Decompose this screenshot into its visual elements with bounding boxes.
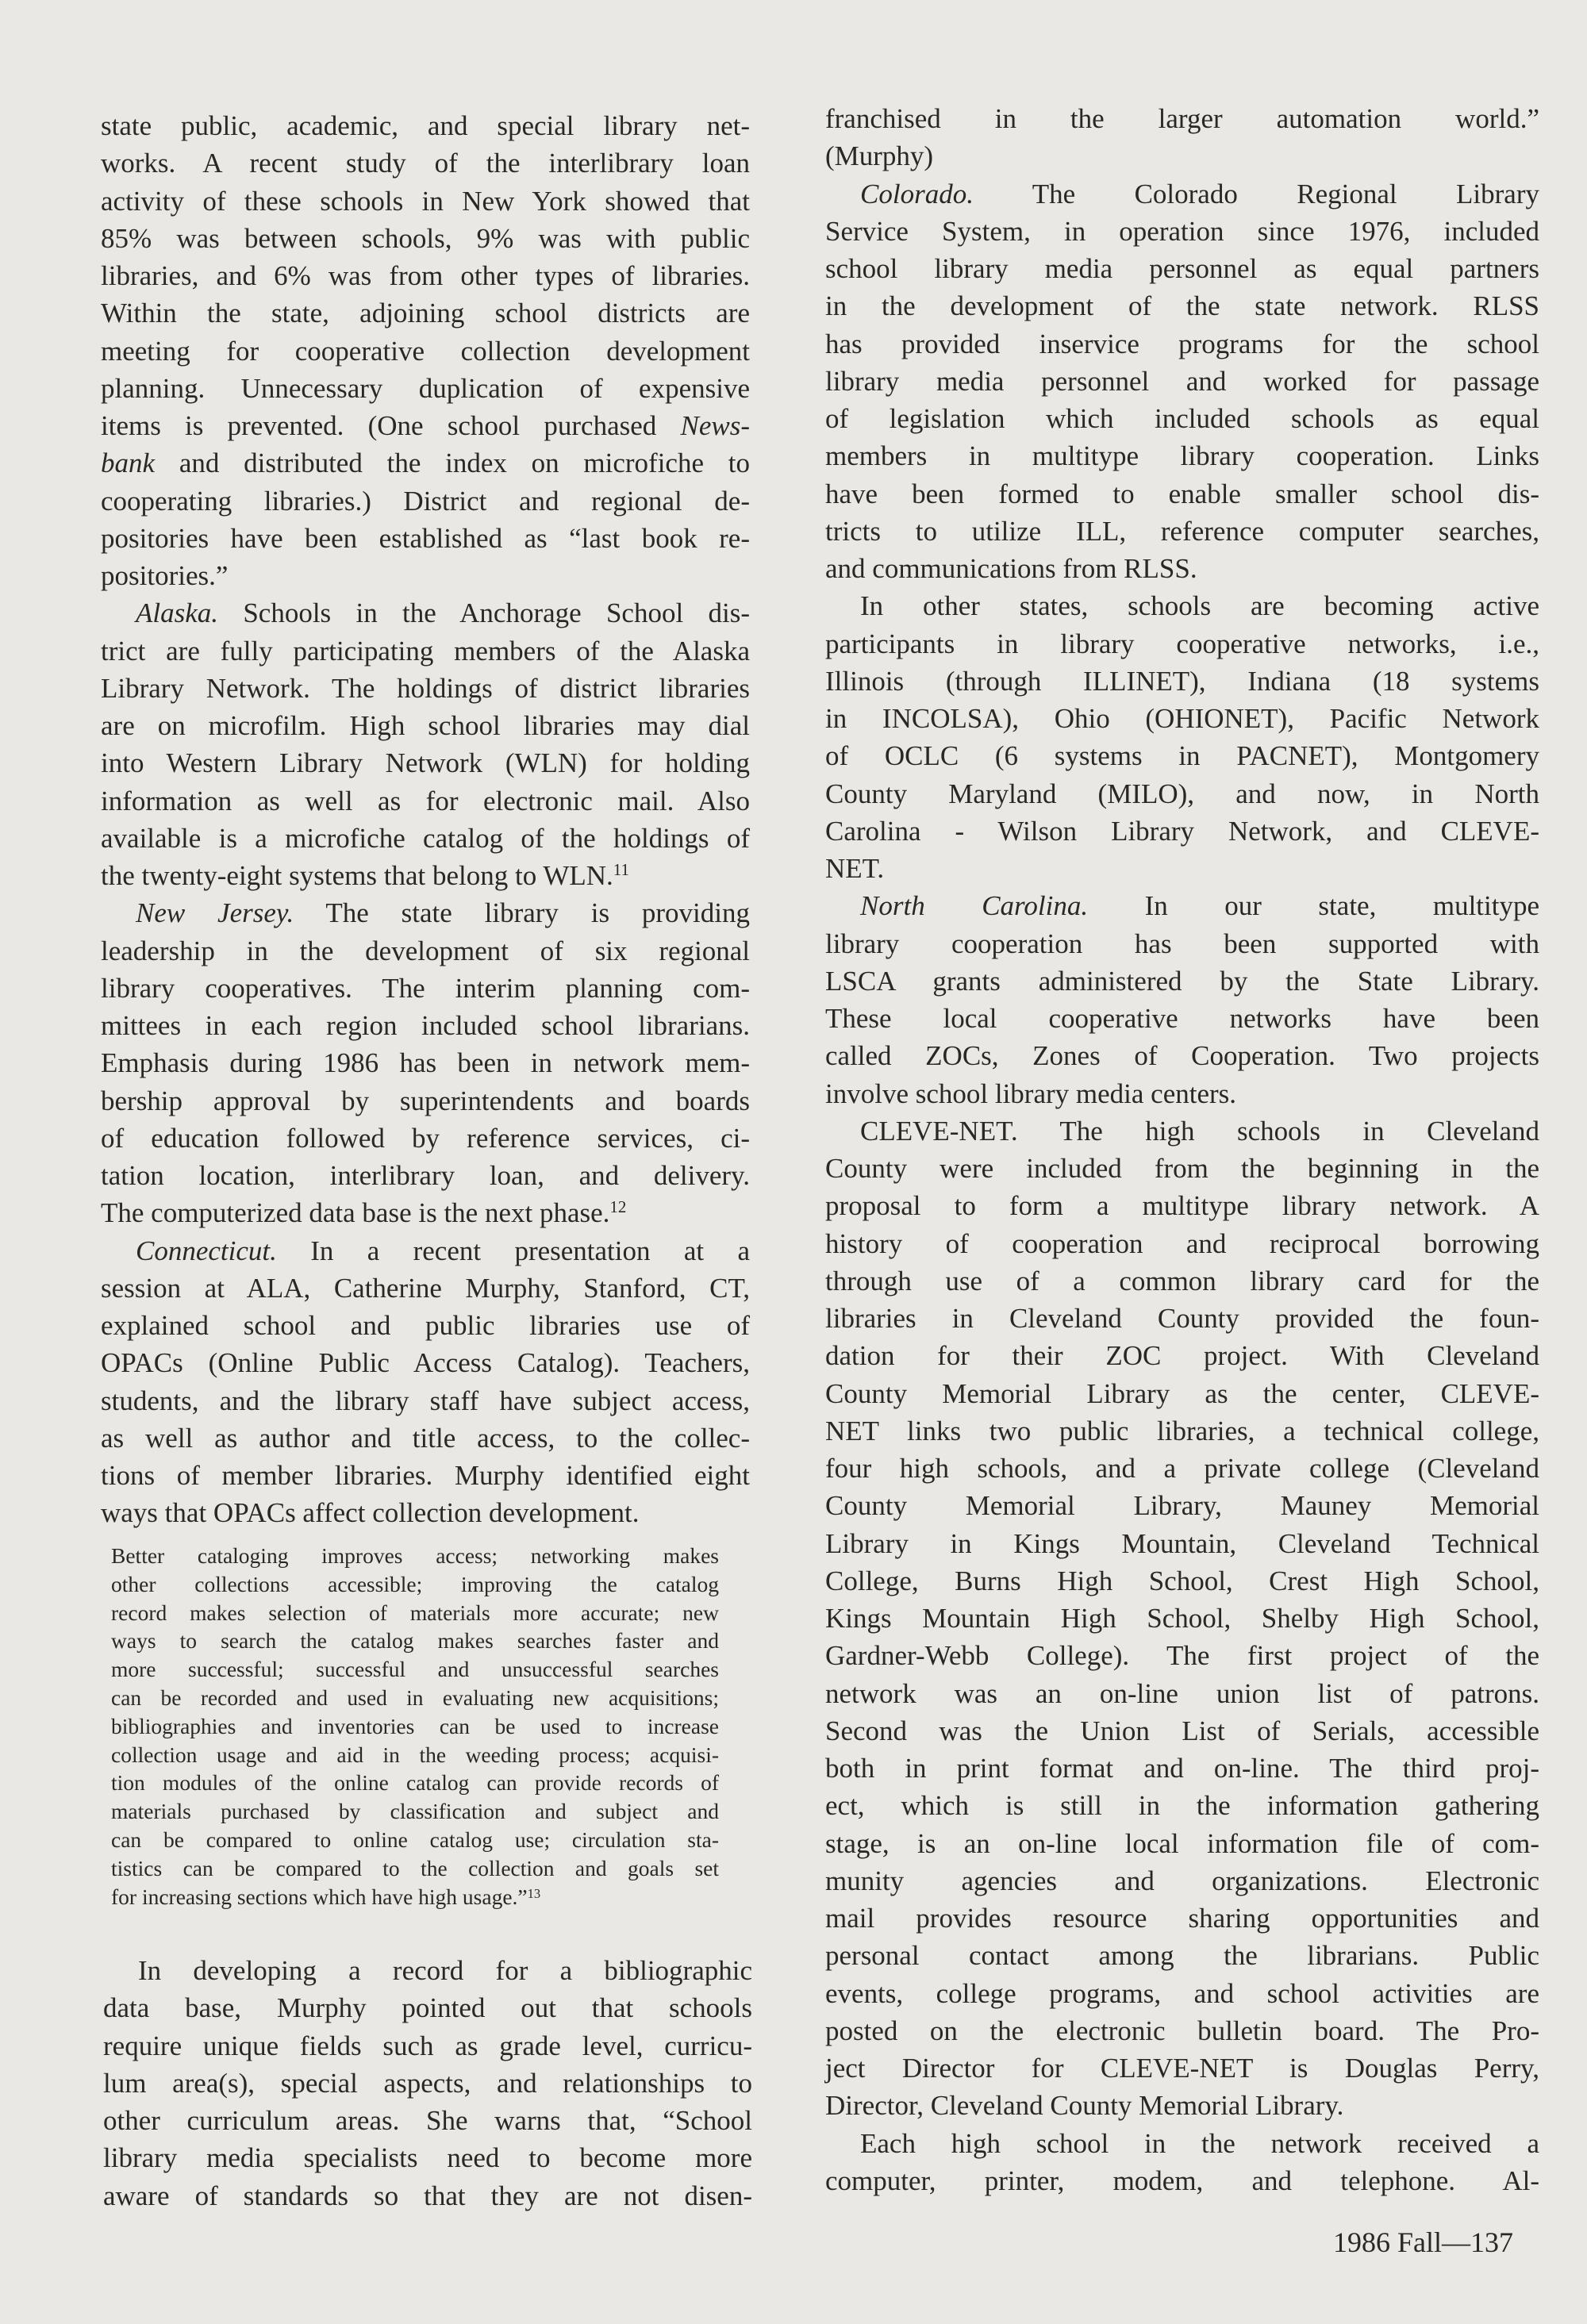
- text-line: [825, 1300, 1539, 1337]
- text-span: posted on the electronic bulletin board. The Pro-: [825, 2015, 1539, 2046]
- text-line: [825, 812, 1539, 850]
- text-line: [101, 1082, 750, 1120]
- text-span: The state library is providing: [294, 897, 750, 929]
- italic-heading: North Carolina.: [860, 890, 1089, 922]
- text-span: Director, Cleveland County Memorial Library.: [825, 2090, 1344, 2122]
- text-line: [825, 1525, 1539, 1562]
- text-line: [825, 1187, 1539, 1224]
- text-span: ways to search the catalog makes searches faster and: [111, 1628, 719, 1654]
- text-span: session at ALA, Catherine Murphy, Stanford, CT,: [101, 1272, 750, 1304]
- text-span: require unique fields such as grade level, curricu-: [103, 2030, 752, 2061]
- paragraph: [101, 107, 750, 594]
- text-span: ect, which is still in the information gathering: [825, 1790, 1539, 1822]
- text-span: Gardner-Webb College). The first project of the: [825, 1640, 1539, 1672]
- text-span: meeting for cooperative collection development: [101, 335, 750, 367]
- text-line: [101, 670, 750, 707]
- text-line: [825, 850, 1539, 887]
- text-span: libraries in Cleveland County provided the foun-: [825, 1303, 1539, 1334]
- text-line: [825, 1450, 1539, 1487]
- text-line: [825, 625, 1539, 663]
- text-line: [111, 1769, 719, 1797]
- text-line: [825, 250, 1539, 287]
- text-span: In our state, multitype: [1088, 890, 1539, 922]
- text-span: mittees in each region included school librarians.: [101, 1010, 750, 1041]
- text-span: (Murphy): [825, 140, 934, 172]
- text-span: in the development of the state network. RLSS: [825, 290, 1539, 322]
- left-column-body: [101, 107, 750, 1532]
- text-span: tistics can be compared to the collection and goals set: [111, 1855, 719, 1880]
- text-line: [101, 407, 750, 444]
- text-line: [101, 444, 750, 482]
- italic-heading: Alaska.: [136, 597, 219, 629]
- text-line: [101, 1232, 750, 1270]
- text-line: [825, 1712, 1539, 1750]
- text-line: [825, 887, 1539, 924]
- text-span: College, Burns High School, Crest High School,: [825, 1565, 1539, 1596]
- text-line: [825, 587, 1539, 624]
- text-line: [825, 1112, 1539, 1150]
- text-line: [825, 2162, 1539, 2199]
- text-span: Within the state, adjoining school districts are: [101, 298, 750, 329]
- text-span: Second was the Union List of Serials, accessible: [825, 1715, 1539, 1746]
- text-span: Library Network. The holdings of district libraries: [101, 672, 750, 704]
- text-line: [825, 737, 1539, 774]
- text-line: [101, 144, 750, 182]
- text-span: for increasing sections which have high usage.”: [111, 1884, 528, 1909]
- text-span: the twenty-eight systems that belong to WLN.: [101, 860, 613, 891]
- text-line: [101, 707, 750, 744]
- text-line: [825, 962, 1539, 1000]
- text-span: information as well as for electronic mail. Also: [101, 785, 750, 816]
- text-span: tion modules of the online catalog can provide records of: [111, 1770, 719, 1796]
- text-span: ject Director for CLEVE-NET is Douglas Perry,: [825, 2053, 1539, 2084]
- text-line: [111, 1627, 719, 1655]
- text-span: munity agencies and organizations. Electronic: [825, 1865, 1539, 1896]
- text-span: through use of a common library card for the: [825, 1265, 1539, 1296]
- text-line: [111, 1826, 719, 1854]
- text-span: aware of standards so that they are not disen-: [103, 2180, 752, 2211]
- text-line: [101, 1270, 750, 1307]
- text-line: [101, 220, 750, 257]
- text-line: [101, 1494, 750, 1531]
- text-span: has provided inservice programs for the school: [825, 328, 1539, 359]
- text-line: [825, 363, 1539, 400]
- text-line: [101, 932, 750, 970]
- text-span: called ZOCs, Zones of Cooperation. Two projects: [825, 1040, 1539, 1072]
- text-line: [101, 1120, 750, 1157]
- text-line: [103, 2102, 752, 2139]
- text-line: [101, 1157, 750, 1194]
- footnote-ref: 13: [527, 1885, 541, 1901]
- text-span: tation location, interlibrary loan, and delivery.: [101, 1160, 750, 1191]
- text-span: state public, academic, and special library net-: [101, 110, 750, 141]
- text-line: [825, 1375, 1539, 1412]
- text-line: [101, 482, 750, 520]
- paragraph: [825, 175, 1539, 588]
- text-span: materials purchased by classification and subject and: [111, 1799, 719, 1824]
- text-line: [111, 1797, 719, 1826]
- text-span: positories.”: [101, 560, 229, 591]
- text-span: Each high school in the network received a: [860, 2127, 1539, 2159]
- text-line: [111, 1854, 719, 1883]
- text-span: data base, Murphy pointed out that schools: [103, 1992, 752, 2024]
- text-line: [101, 332, 750, 370]
- text-span: leadership in the development of six regional: [101, 935, 750, 966]
- text-line: [825, 2049, 1539, 2087]
- text-line: [825, 1000, 1539, 1037]
- text-line: [825, 175, 1539, 213]
- text-span: library cooperation has been supported with: [825, 928, 1539, 959]
- text-line: [101, 1307, 750, 1344]
- text-span: mail provides resource sharing opportunities and: [825, 1903, 1539, 1934]
- text-line: [825, 137, 1539, 175]
- text-span: LSCA grants administered by the State Library.: [825, 965, 1539, 997]
- text-line: [825, 1412, 1539, 1450]
- text-span: both in print format and on-line. The third proj-: [825, 1753, 1539, 1784]
- text-span: NET.: [825, 853, 885, 884]
- text-line: [825, 775, 1539, 812]
- text-span: franchised in the larger automation world.”: [825, 103, 1539, 134]
- text-line: [101, 970, 750, 1007]
- text-span: Service System, in operation since 1976, included: [825, 215, 1539, 247]
- text-span: can be recorded and used in evaluating new acquisitions;: [111, 1684, 719, 1710]
- text-line: [825, 1825, 1539, 1862]
- paragraph: [825, 887, 1539, 1112]
- text-span: personal contact among the librarians. Public: [825, 1940, 1539, 1972]
- text-line: [825, 1337, 1539, 1374]
- text-line: [825, 1637, 1539, 1674]
- text-span: can be compared to online catalog use; circulation sta-: [111, 1827, 719, 1852]
- text-line: [111, 1655, 719, 1684]
- text-span: trict are fully participating members of the Alaska: [101, 635, 750, 666]
- text-line: [103, 2027, 752, 2065]
- text-span: County were included from the beginning in the: [825, 1153, 1539, 1184]
- text-line: [101, 1382, 750, 1419]
- text-line: [825, 1600, 1539, 1637]
- text-line: [101, 370, 750, 407]
- italic-heading: bank: [101, 448, 156, 479]
- block-quote: [111, 1542, 719, 1911]
- text-line: [825, 1262, 1539, 1300]
- italic-heading: New Jersey.: [136, 897, 294, 929]
- text-span: Carolina - Wilson Library Network, and CLEVE-: [825, 815, 1539, 847]
- text-line: [825, 663, 1539, 700]
- text-span: dation for their ZOC project. With Cleveland: [825, 1340, 1539, 1372]
- text-span: tricts to utilize ILL, reference computer searches,: [825, 515, 1539, 547]
- text-line: [101, 520, 750, 557]
- text-line: [825, 1862, 1539, 1900]
- text-span: in INCOLSA), Ohio (OHIONET), Pacific Network: [825, 703, 1539, 734]
- text-line: [101, 594, 750, 632]
- text-line: [825, 2012, 1539, 2049]
- text-line: [101, 1007, 750, 1044]
- paragraph: [101, 894, 750, 1231]
- text-line: [101, 294, 750, 332]
- text-line: [103, 2065, 752, 2102]
- text-span: of OCLC (6 systems in PACNET), Montgomery: [825, 740, 1539, 772]
- text-span: are on microfilm. High school libraries may dial: [101, 710, 750, 741]
- italic-heading: News-: [680, 410, 750, 441]
- text-span: CLEVE-NET. The high schools in Cleveland: [860, 1115, 1539, 1147]
- text-line: [101, 182, 750, 220]
- text-span: NET links two public libraries, a technical college,: [825, 1415, 1539, 1446]
- text-line: [111, 1570, 719, 1599]
- text-span: 85% was between schools, 9% was with public: [101, 222, 750, 254]
- text-span: have been formed to enable smaller school dis-: [825, 478, 1539, 509]
- text-line: [825, 1900, 1539, 1937]
- text-line: [825, 475, 1539, 513]
- text-span: Schools in the Anchorage School dis-: [218, 597, 750, 629]
- text-span: other curriculum areas. She warns that, “School: [103, 2105, 752, 2136]
- paragraph: [825, 100, 1539, 175]
- italic-heading: Connecticut.: [136, 1235, 277, 1266]
- text-line: [101, 1194, 750, 1231]
- text-line: [825, 2087, 1539, 2124]
- text-line: [825, 925, 1539, 962]
- text-span: Emphasis during 1986 has been in network mem-: [101, 1047, 750, 1079]
- text-span: positories have been established as “last book re-: [101, 522, 750, 554]
- text-line: [111, 1542, 719, 1570]
- text-line: [111, 1883, 719, 1911]
- text-span: Illinois (through ILLINET), Indiana (18 systems: [825, 665, 1539, 697]
- footnote-ref: 11: [613, 860, 630, 879]
- text-span: library cooperatives. The interim planning com-: [101, 972, 750, 1004]
- text-line: [825, 1150, 1539, 1187]
- text-line: [101, 257, 750, 294]
- text-line: [825, 1075, 1539, 1112]
- paragraph: [825, 2125, 1539, 2200]
- text-line: [825, 1225, 1539, 1262]
- text-line: [101, 632, 750, 670]
- paragraph: [825, 1112, 1539, 2125]
- text-line: [101, 1044, 750, 1081]
- text-span: and communications from RLSS.: [825, 553, 1197, 584]
- text-line: [111, 1599, 719, 1627]
- text-span: libraries, and 6% was from other types of libraries.: [101, 260, 750, 291]
- left-column-closing-paragraph: [103, 1952, 752, 2215]
- text-span: ways that OPACs affect collection development.: [101, 1497, 640, 1529]
- text-line: [825, 1975, 1539, 2012]
- text-line: [825, 2125, 1539, 2162]
- text-span: activity of these schools in New York showed that: [101, 185, 750, 217]
- text-line: [103, 1989, 752, 2026]
- text-span: other collections accessible; improving the catalog: [111, 1571, 719, 1596]
- text-span: participants in library cooperative networks, i.e.,: [825, 628, 1539, 659]
- text-span: history of cooperation and reciprocal borrowing: [825, 1227, 1539, 1259]
- text-span: These local cooperative networks have been: [825, 1003, 1539, 1034]
- text-line: [825, 437, 1539, 474]
- text-line: [825, 1750, 1539, 1787]
- text-line: [101, 557, 750, 594]
- text-line: [825, 325, 1539, 363]
- text-span: library media specialists need to become more: [103, 2142, 752, 2174]
- text-span: four high schools, and a private college (Cleveland: [825, 1453, 1539, 1484]
- text-span: County Memorial Library as the center, CLEVE-: [825, 1377, 1539, 1409]
- text-line: [101, 107, 750, 144]
- text-span: tions of member libraries. Murphy identified eight: [101, 1460, 750, 1491]
- text-span: In a recent presentation at a: [276, 1235, 750, 1266]
- text-line: [101, 894, 750, 932]
- text-span: cooperating libraries.) District and regional de-: [101, 485, 750, 517]
- text-span: events, college programs, and school activities are: [825, 1977, 1539, 2009]
- text-line: [825, 1937, 1539, 1974]
- text-line: [825, 213, 1539, 250]
- paragraph: [101, 1232, 750, 1532]
- text-span: In developing a record for a bibliographic: [138, 1955, 752, 1986]
- text-line: [101, 857, 750, 894]
- text-line: [111, 1712, 719, 1741]
- text-span: involve school library media centers.: [825, 1077, 1237, 1109]
- text-span: proposal to form a multitype library network. A: [825, 1190, 1539, 1222]
- text-span: County Maryland (MILO), and now, in North: [825, 778, 1539, 809]
- text-line: [101, 1344, 750, 1381]
- text-line: [825, 100, 1539, 137]
- page-footer-folio: 1986 Fall—137: [1333, 2226, 1514, 2258]
- paragraph: [111, 1542, 719, 1911]
- text-line: [825, 1562, 1539, 1600]
- text-span: and distributed the index on microfiche to: [155, 448, 750, 479]
- text-span: library media personnel and worked for passage: [825, 365, 1539, 397]
- text-line: [101, 1419, 750, 1457]
- text-span: into Western Library Network (WLN) for holding: [101, 747, 750, 779]
- text-span: lum area(s), special aspects, and relationships to: [103, 2067, 752, 2099]
- text-line: [101, 744, 750, 782]
- text-span: as well as author and title access, to the collec-: [101, 1422, 750, 1454]
- text-span: County Memorial Library, Mauney Memorial: [825, 1490, 1539, 1522]
- text-line: [111, 1684, 719, 1712]
- text-line: [101, 1457, 750, 1494]
- text-line: [825, 1037, 1539, 1074]
- text-span: bership approval by superintendents and boards: [101, 1085, 750, 1116]
- text-span: members in multitype library cooperation. Links: [825, 440, 1539, 472]
- text-line: [111, 1741, 719, 1769]
- text-line: [825, 287, 1539, 325]
- text-span: school library media personnel as equal partners: [825, 253, 1539, 284]
- text-line: [825, 700, 1539, 737]
- text-span: works. A recent study of the interlibrary loan: [101, 148, 750, 179]
- right-column-body: [825, 100, 1539, 2199]
- text-span: collection usage and aid in the weeding process; acquisi-: [111, 1742, 719, 1767]
- text-line: [825, 1487, 1539, 1524]
- text-line: [825, 550, 1539, 587]
- footnote-ref: 12: [609, 1197, 627, 1217]
- text-line: [103, 2177, 752, 2215]
- text-line: [103, 2139, 752, 2176]
- text-line: [101, 782, 750, 820]
- text-span: available is a microfiche catalog of the holdings of: [101, 822, 750, 854]
- text-span: The Colorado Regional Library: [973, 178, 1539, 209]
- text-line: [825, 1787, 1539, 1824]
- text-span: The computerized data base is the next phase.: [101, 1197, 610, 1229]
- text-line: [825, 1675, 1539, 1712]
- text-span: items is prevented. (One school purchased: [101, 410, 681, 441]
- text-span: bibliographies and inventories can be used to increase: [111, 1713, 719, 1738]
- text-span: explained school and public libraries use of: [101, 1310, 750, 1341]
- text-line: [825, 513, 1539, 550]
- text-span: students, and the library staff have subject access,: [101, 1385, 750, 1416]
- text-span: OPACs (Online Public Access Catalog). Teachers,: [101, 1347, 750, 1379]
- text-span: more successful; successful and unsuccessful searches: [111, 1657, 719, 1682]
- italic-heading: Colorado.: [860, 178, 974, 209]
- text-span: of legislation which included schools as equal: [825, 403, 1539, 434]
- text-line: [101, 820, 750, 857]
- text-span: network was an on-line union list of patrons.: [825, 1677, 1539, 1709]
- text-span: of education followed by reference services, ci-: [101, 1122, 750, 1154]
- text-span: stage, is an on-line local information file of com-: [825, 1827, 1539, 1859]
- text-line: [825, 400, 1539, 437]
- text-span: Better cataloging improves access; networking makes: [111, 1543, 719, 1568]
- text-span: planning. Unnecessary duplication of expensive: [101, 372, 750, 404]
- text-span: Kings Mountain High School, Shelby High School,: [825, 1603, 1539, 1634]
- text-span: computer, printer, modem, and telephone. Al-: [825, 2165, 1539, 2196]
- paragraph: [101, 594, 750, 894]
- paragraph: [103, 1952, 752, 2215]
- text-span: In other states, schools are becoming active: [860, 590, 1539, 622]
- paragraph: [825, 587, 1539, 887]
- text-span: Library in Kings Mountain, Cleveland Technical: [825, 1527, 1539, 1559]
- text-span: record makes selection of materials more accurate; new: [111, 1600, 719, 1625]
- text-line: [103, 1952, 752, 1989]
